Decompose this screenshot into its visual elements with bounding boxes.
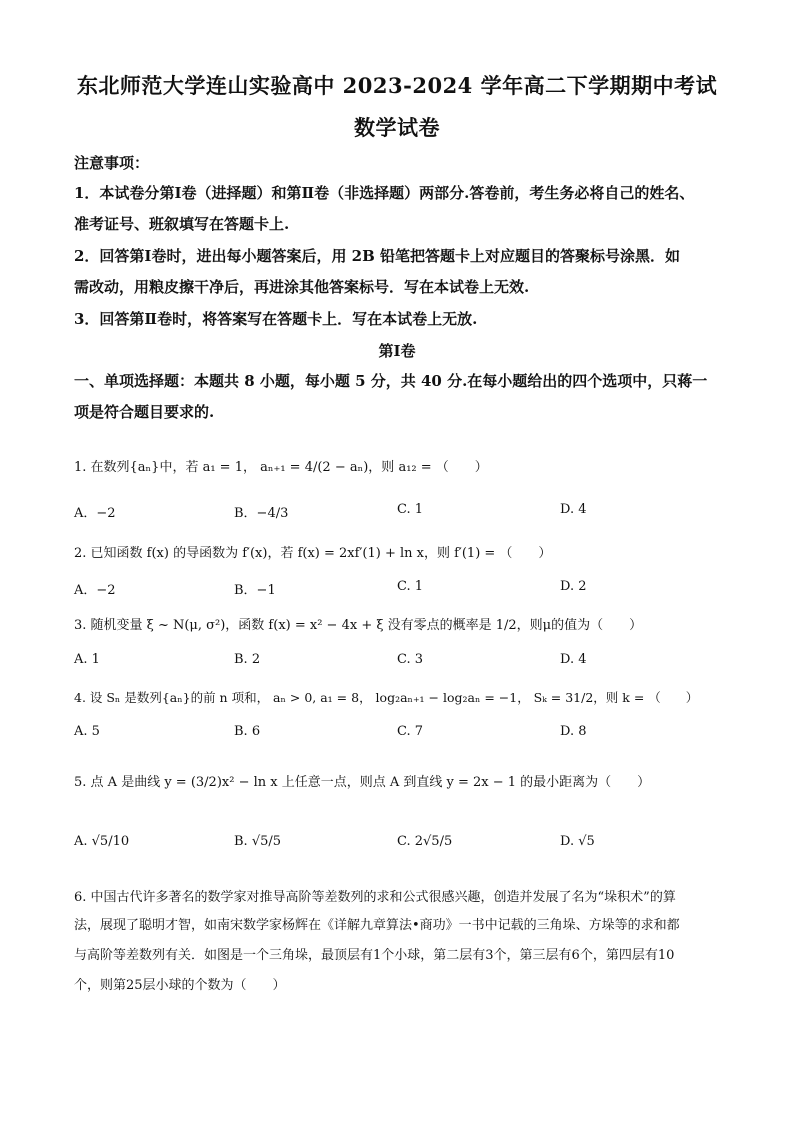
q3-option-a: A. 1 bbox=[74, 652, 100, 667]
notice-item-3: 3．回答第Ⅱ卷时，将答案写在答题卡上．写在本试卷上无放. bbox=[74, 310, 478, 328]
section-1-line-2: 项是符合题目要求的. bbox=[74, 403, 215, 421]
q4-option-d: D. 8 bbox=[560, 724, 587, 739]
q3-option-c: C. 3 bbox=[397, 652, 424, 667]
part-1-label: 第Ⅰ卷 bbox=[378, 342, 416, 360]
q3-option-b: B. 2 bbox=[234, 652, 261, 667]
question-6-line-1: 6. 中国古代许多著名的数学家对推导高阶等差数列的求和公式很感兴趣，创造并发展了名为“垛积术”的算 bbox=[74, 890, 676, 905]
exam-title: 东北师范大学连山实验高中 2023-2024 学年高二下学期期中考试 bbox=[76, 73, 718, 98]
section-1-line-1: 一、单项选择题：本题共 8 小题，每小题 5 分，共 40 分.在每小题给出的四个选项中，只蒋一 bbox=[74, 372, 708, 390]
notice-heading: 注意事项： bbox=[74, 154, 150, 172]
notice-item-2-line-1: 2．回答第Ⅰ卷时，进出每小题答案后，用 2B 铅笔把答题卡上对应题目的答聚标号涂黑．如 bbox=[74, 247, 681, 265]
q2-option-d: D. 2 bbox=[560, 579, 587, 594]
question-2: 2. 已知函数 f(x) 的导函数为 f′(x)，若 f(x) = 2xf′(1) + ln x，则 f′(1) = （ ） bbox=[74, 546, 552, 561]
question-1: 1. 在数列{aₙ}中，若 a₁ = 1， aₙ₊₁ = 4/(2 − aₙ)，则 a₁₂ = （ ） bbox=[74, 460, 488, 475]
q5-option-b: B. √5/5 bbox=[234, 834, 282, 849]
question-4: 4. 设 Sₙ 是数列{aₙ}的前 n 项和， aₙ > 0, a₁ = 8， log₂aₙ₊₁ − log₂aₙ = −1， Sₖ = 31/2，则 k = （ ） bbox=[74, 690, 699, 705]
q2-option-a: A．−2 bbox=[74, 583, 116, 598]
question-6-line-2: 法，展现了聪明才智，如南宋数学家杨辉在《详解九章算法•商功》一书中记载的三角垛、方垛等的求和都 bbox=[74, 918, 680, 933]
q5-option-d: D. √5 bbox=[560, 834, 595, 849]
notice-item-1-line-2: 准考证号、班叙填写在答题卡上. bbox=[74, 215, 290, 233]
q1-option-a: A．−2 bbox=[74, 506, 116, 521]
question-6-line-4: 个，则第25层小球的个数为（ ） bbox=[74, 978, 286, 993]
q5-option-c: C. 2√5/5 bbox=[397, 834, 453, 849]
exam-subtitle: 数学试卷 bbox=[354, 115, 440, 140]
q3-option-d: D. 4 bbox=[560, 652, 587, 667]
question-5: 5. 点 A 是曲线 y = (3/2)x² − ln x 上任意一点，则点 A 到直线 y = 2x − 1 的最小距离为（ ） bbox=[74, 775, 651, 790]
notice-item-2-line-2: 需改动，用粮皮擦干净后，再进涂其他答案标号．写在本试卷上无效. bbox=[74, 278, 530, 296]
q1-option-d: D. 4 bbox=[560, 502, 587, 517]
q1-option-c: C. 1 bbox=[397, 502, 424, 517]
question-6-line-3: 与高阶等差数列有关．如图是一个三角垛，最顶层有1个小球，第二层有3个，第三层有6个，第四层有10 bbox=[74, 948, 675, 963]
q5-option-a: A. √5/10 bbox=[74, 834, 130, 849]
q4-option-c: C. 7 bbox=[397, 724, 424, 739]
notice-item-1-line-1: 1．本试卷分第Ⅰ卷（进择题）和第Ⅱ卷（非选择题）两部分.答卷前，考生务必将自己的姓名、 bbox=[74, 184, 695, 202]
q2-option-c: C. 1 bbox=[397, 579, 424, 594]
q4-option-a: A. 5 bbox=[74, 724, 100, 739]
question-3: 3. 随机变量 ξ ~ N(μ, σ²)，函数 f(x) = x² − 4x + ξ 没有零点的概率是 1/2，则μ的值为（ ） bbox=[74, 618, 643, 633]
q1-option-b: B．−4/3 bbox=[234, 506, 289, 521]
q2-option-b: B．−1 bbox=[234, 583, 276, 598]
q4-option-b: B. 6 bbox=[234, 724, 261, 739]
